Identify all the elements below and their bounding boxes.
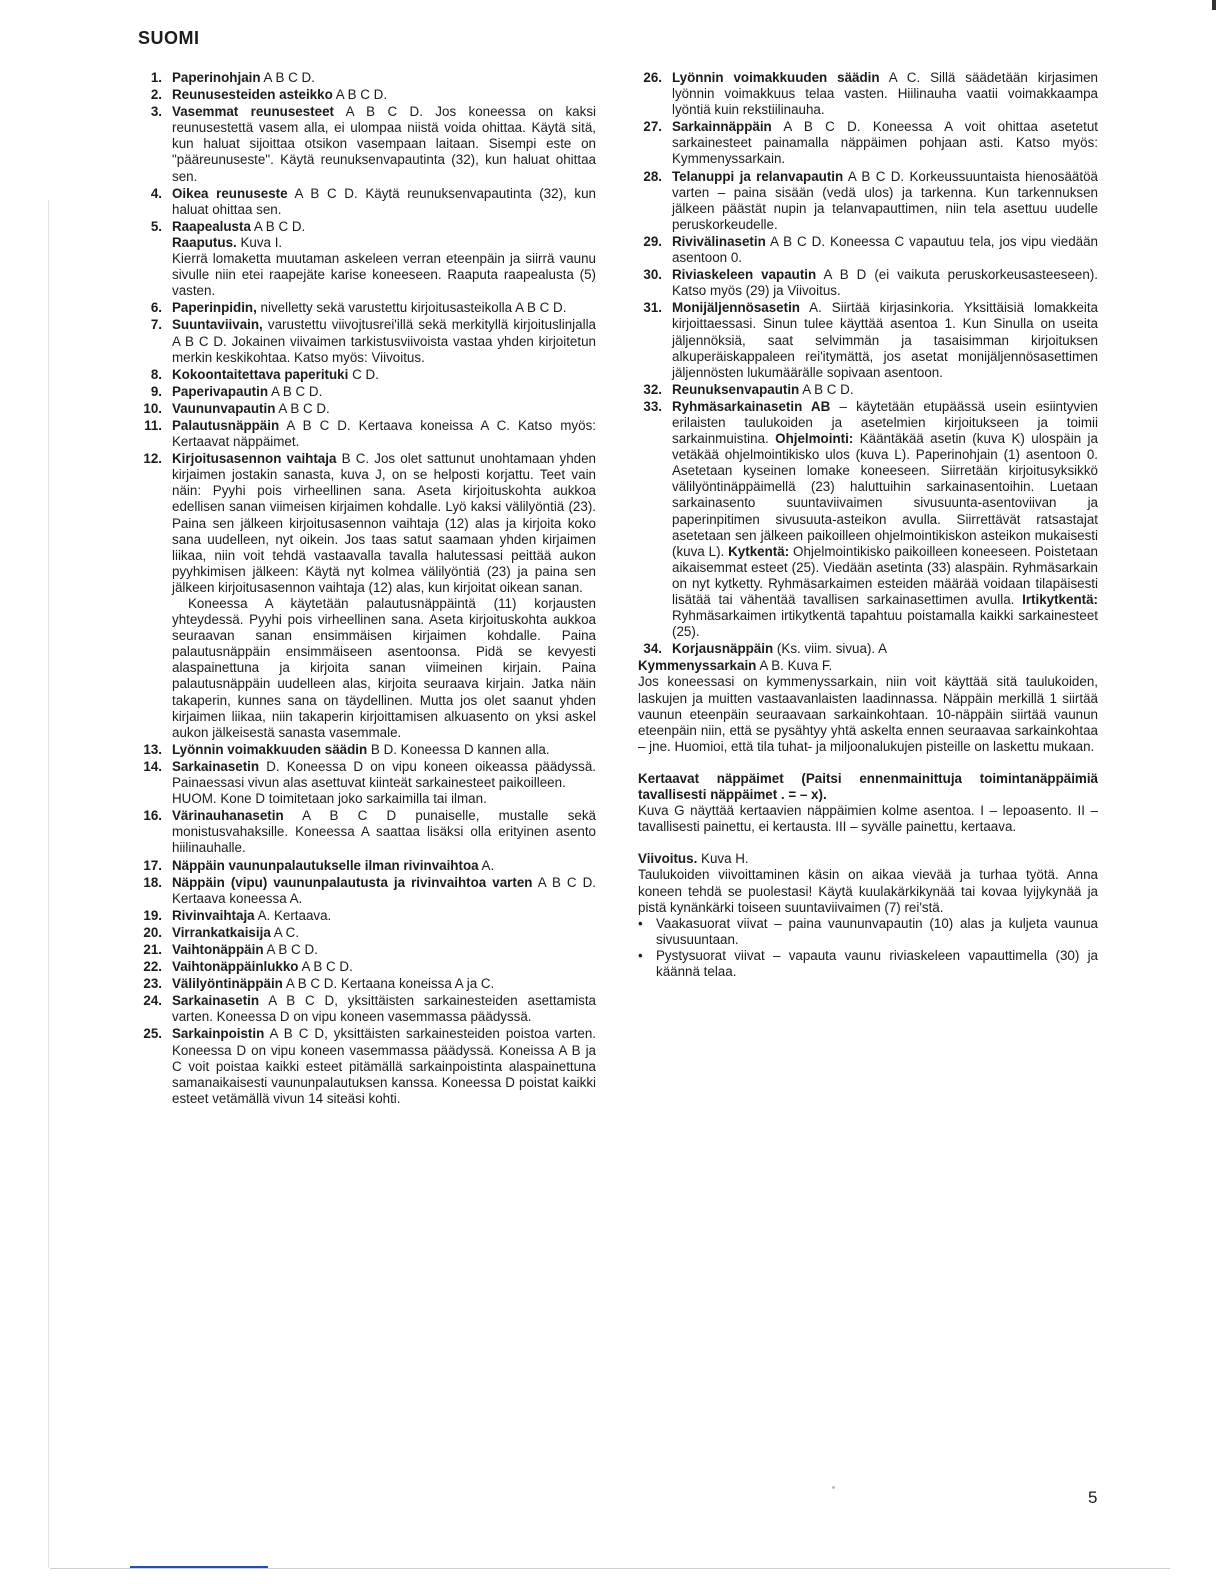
numbered-item bbox=[138, 858, 596, 874]
item-term: Virrankatkaisija bbox=[172, 924, 271, 940]
item-number: 27. bbox=[643, 119, 662, 135]
item-term: Oikea reunuseste bbox=[172, 185, 288, 201]
item-paragraph bbox=[172, 300, 596, 316]
item-term: Näppäin vaununpalautukselle ilman rivinvaihtoa bbox=[172, 857, 479, 873]
item-number: 33. bbox=[643, 398, 662, 414]
item-term: Näppäin (vipu) vaununpalautusta ja rivinvaihtoa varten bbox=[172, 874, 533, 890]
item-text: A. bbox=[478, 857, 495, 873]
item-text: A B C D. bbox=[298, 959, 353, 975]
scan-speck bbox=[832, 1486, 835, 1489]
item-term: Lyönnin voimakkuuden säädin bbox=[172, 741, 368, 757]
numbered-item bbox=[138, 384, 596, 400]
item-text: A B C D, yksittäisten sarkainesteiden poistoa varten. Koneessa D on vipu koneen vasemmassa päädyssä. Koneissa A B ja C voit poistaa kaikki esteet pitämällä sarkainpoistinta alaspainettuna samanaikaisesti vaununpalautuksen kanssa. Koneessa D poistat kaikki esteet vetämällä vivun 14 siteäsi kohti. bbox=[172, 1026, 596, 1106]
item-term: Lyönnin voimakkuuden säädin bbox=[672, 70, 880, 85]
numbered-item bbox=[138, 418, 596, 450]
numbered-item bbox=[138, 942, 596, 958]
item-paragraph bbox=[672, 641, 1098, 657]
page-number: 5 bbox=[1088, 1488, 1098, 1507]
item-text: A B C D. bbox=[250, 218, 306, 234]
kertaavat-title: Kertaavat näppäimet (Paitsi ennenmainittuja toimintanäppäimiä tavallisesti näppäimet . = – x). bbox=[638, 770, 1098, 803]
item-term: Sarkainasetin bbox=[172, 758, 260, 774]
viivoitus-bullet bbox=[638, 948, 1098, 980]
item-text: A B C D. bbox=[263, 941, 318, 957]
item-term: Vaununvapautin bbox=[172, 400, 276, 416]
numbered-item bbox=[638, 382, 1098, 398]
item-text: varustettu viivojtusrei'illä sekä merkityllä kirjoituslinjalla A B C D. Jokainen viivaimen tarkistusviivoista vastaa yhden kirjoitetun merkin keskikohtaa. Katso myös: Viivoitus. bbox=[172, 317, 596, 365]
item-term: Reunusesteiden asteikko bbox=[172, 87, 333, 103]
item-paragraph bbox=[172, 186, 596, 218]
item-term: Raaputus. bbox=[172, 234, 237, 250]
item-text: A B C D. Kertaana koneissa A ja C. bbox=[282, 976, 495, 992]
scan-bottom-mark bbox=[130, 1566, 268, 1568]
scan-side-edge bbox=[48, 200, 49, 1568]
viivoitus-body: Taulukoiden viivoittaminen käsin on aikaa vievää ja turhaa työtä. Anna koneen tehdä se puolestasi! Käytä kuulakärkikynää tai kovaa lyijykynää ja pistä kynänkärki toiseen suuntaviivaimen (7) rei'stä. bbox=[638, 867, 1098, 915]
item-number: 18. bbox=[143, 874, 162, 890]
item-paragraph bbox=[672, 70, 1098, 118]
item-paragraph bbox=[672, 382, 1098, 398]
item-paragraph bbox=[672, 267, 1098, 299]
item-text: Kuva I. bbox=[236, 234, 283, 250]
numbered-item bbox=[638, 267, 1098, 299]
item-term: Riviaskeleen vapautin bbox=[672, 267, 817, 283]
item-term: Kirjoitusasennon vaihtaja bbox=[172, 451, 337, 467]
item-text: – käytetään etupäässä usein esiintyvien erilaisten taulukoiden ja asetelmien kirjoitukseen ja toimii sarkainmuistina. bbox=[672, 398, 1098, 447]
item-paragraph bbox=[172, 959, 596, 975]
item-term: Korjausnäppäin bbox=[672, 641, 774, 657]
item-paragraph bbox=[172, 451, 596, 596]
numbered-item bbox=[638, 70, 1098, 118]
right-column bbox=[638, 70, 1098, 981]
item-number: 8. bbox=[150, 366, 162, 382]
item-number: 13. bbox=[143, 741, 162, 757]
item-paragraph bbox=[172, 993, 596, 1025]
kymmenyssarkain-title: Kymmenyssarkain bbox=[638, 658, 757, 674]
item-paragraph bbox=[172, 219, 596, 235]
item-term: Värinauhanasetin bbox=[172, 808, 284, 824]
item-term: Irtikytkentä: bbox=[1022, 592, 1098, 607]
item-number: 4. bbox=[150, 185, 162, 201]
item-paragraph bbox=[172, 742, 596, 758]
item-text: A B C D. Kertaava koneessa A. bbox=[172, 874, 597, 906]
item-number: 21. bbox=[143, 941, 162, 957]
item-paragraph bbox=[672, 300, 1098, 380]
item-paragraph bbox=[172, 418, 596, 450]
numbered-item bbox=[138, 808, 596, 856]
item-term: Vaihtonäppäinlukko bbox=[172, 959, 299, 975]
item-text: nivelletty sekä varustettu kirjoitusasteikolla A B C D. bbox=[256, 300, 567, 316]
item-paragraph bbox=[172, 759, 596, 791]
numbered-item bbox=[138, 300, 596, 316]
item-paragraph bbox=[172, 908, 596, 924]
item-term: Paperinohjain bbox=[172, 70, 261, 85]
item-term: Rivinvaihtaja bbox=[172, 907, 255, 923]
item-number: 22. bbox=[143, 959, 162, 975]
numbered-item bbox=[138, 908, 596, 924]
item-paragraph bbox=[172, 384, 596, 400]
item-text: Kääntäkää asetin (kuva K) ulospäin ja vetäkää ohjelmointikisko ulos (kuva L). Paperinohjain (1) asentoon 0. Asetetaan kyseinen lomake koneeseen. Siirretään kirjoitusyksikkö välilyöntinäppäimellä (23) haluttuihin sarkainasentoihin. Luetaan sarkainasento suuntaviivaimen sivusuunta-asentoviivan ja paperinpitimen sivusuuta-asteikon avulla. Siirrettävät ratsastajat asetetaan sen jälkeen paikoilleen ohjelmointikiskon asteikon mukaisesti (kuva L). bbox=[672, 431, 1098, 559]
numbered-item bbox=[138, 925, 596, 941]
item-text: A B C D. Käytä reunuksenvapautinta (32), kun haluat ohittaa sen. bbox=[172, 185, 596, 217]
viivoitus-section bbox=[638, 851, 1098, 980]
numbered-item bbox=[138, 976, 596, 992]
numbered-item bbox=[138, 401, 596, 417]
item-paragraph bbox=[172, 401, 596, 417]
numbered-item bbox=[138, 70, 596, 86]
item-term: Välilyöntinäppäin bbox=[172, 976, 283, 992]
item-paragraph bbox=[172, 87, 596, 103]
item-number: 12. bbox=[143, 451, 162, 467]
item-paragraph bbox=[672, 169, 1098, 233]
item-number: 14. bbox=[143, 758, 162, 774]
item-text: (Ks. viim. sivua). A bbox=[773, 641, 888, 657]
item-paragraph bbox=[172, 875, 596, 907]
item-paragraph bbox=[172, 925, 596, 941]
item-paragraph bbox=[172, 808, 596, 856]
scan-bottom-edge bbox=[50, 1568, 1170, 1569]
item-number: 23. bbox=[143, 976, 162, 992]
item-paragraph bbox=[172, 858, 596, 874]
item-text: HUOM. Kone D toimitetaan joko sarkaimilla tai ilman. bbox=[172, 791, 487, 807]
item-paragraph bbox=[672, 234, 1098, 266]
page-heading: SUOMI bbox=[138, 28, 200, 48]
item-term: Ryhmäsarkainasetin AB bbox=[672, 398, 831, 414]
item-paragraph bbox=[672, 119, 1098, 167]
item-number: 6. bbox=[150, 300, 162, 316]
item-text: D. Koneessa D on vipu koneen oikeassa päädyssä. Painaessasi vivun alas asettuvat kiinteät sarkainesteet paikoilleen. bbox=[172, 758, 596, 791]
item-paragraph bbox=[172, 367, 596, 383]
viivoitus-bullet-text: Pystysuorat viivat – vapauta vaunu riviaskeleen vapauttimella (30) ja käännä telaa. bbox=[656, 947, 1098, 979]
item-paragraph bbox=[172, 976, 596, 992]
item-number: 16. bbox=[143, 808, 162, 824]
item-text: A B C D. Jos koneessa on kaksi reunusestettä vasem alla, ei ulompaa niistä voida ohittaa. Käytä sitä, kun haluat sijoittaa otsikon vasempaan laitaan. Sisempi este on "pääreunuseste". Käytä reunuksenvapautinta (32), kun haluat ohittaa sen. bbox=[172, 104, 596, 184]
item-paragraph bbox=[172, 596, 596, 741]
item-text: C D. bbox=[348, 366, 379, 382]
item-number: 3. bbox=[150, 104, 162, 120]
item-text: A C. bbox=[270, 924, 300, 940]
item-number: 25. bbox=[143, 1026, 162, 1042]
item-paragraph bbox=[672, 399, 1098, 640]
item-term: Vaihtonäppäin bbox=[172, 941, 264, 957]
item-text: Ohjelmointikisko paikoilleen koneeseen. Poistetaan aikaisemmat esteet (25). Viedään asetinta (33) alaspäin. Ryhmäsarkain on nyt kytketty. Ryhmäsarkaimen esteiden määrää voidaan tilapäisesti lisätää tai vähentää tavallisen sarkainasettimen avulla. bbox=[672, 543, 1098, 607]
numbered-item bbox=[638, 399, 1098, 640]
item-number: 11. bbox=[144, 417, 162, 433]
item-text: A B C D. Kertaava koneissa A C. Katso myös: Kertaavat näppäimet. bbox=[172, 417, 596, 450]
numbered-item bbox=[638, 641, 1098, 657]
item-number: 9. bbox=[150, 383, 162, 399]
item-paragraph bbox=[172, 317, 596, 365]
item-number: 1. bbox=[150, 70, 162, 85]
item-term: Reunuksenvapautin bbox=[672, 381, 800, 397]
item-number: 17. bbox=[143, 857, 162, 873]
numbered-item bbox=[138, 451, 596, 741]
item-number: 10. bbox=[143, 400, 162, 416]
item-paragraph bbox=[172, 251, 596, 299]
numbered-item bbox=[638, 300, 1098, 380]
item-paragraph bbox=[172, 942, 596, 958]
item-paragraph bbox=[172, 104, 596, 184]
left-column bbox=[138, 70, 596, 1108]
numbered-item bbox=[638, 234, 1098, 266]
item-text: Kierrä lomaketta muutaman askeleen verran eteenpäin ja siirrä vaunu sivulle niin etei raapejäte karise koneeseen. Raaputa raapealusta (5) vasten. bbox=[172, 251, 596, 299]
item-text: A B C D. Koneessa A voit ohittaa asetetut sarkainesteet painamalla näppäimen pohjaan asti. Katso myös: Kymmenyssarkain. bbox=[672, 119, 1098, 167]
item-text: A B C D. bbox=[260, 70, 315, 85]
item-term: Monijäljennösasetin bbox=[672, 300, 800, 316]
numbered-item bbox=[138, 186, 596, 218]
right-item-list bbox=[638, 70, 1098, 657]
viivoitus-title-suffix: Kuva H. bbox=[697, 851, 749, 867]
item-text: A B C D. Koneessa C vapautuu tela, jos vipu viedään asentoon 0. bbox=[672, 233, 1098, 266]
numbered-item bbox=[138, 993, 596, 1025]
item-text: B D. Koneessa D kannen alla. bbox=[367, 741, 550, 757]
item-number: 34. bbox=[643, 641, 662, 657]
item-term: Kytkentä: bbox=[728, 543, 790, 559]
item-term: Rivivälinasetin bbox=[672, 233, 766, 249]
item-text: A B C D. bbox=[799, 381, 854, 397]
item-paragraph bbox=[172, 791, 596, 807]
item-paragraph bbox=[172, 1026, 596, 1106]
item-text: Koneessa A käytetään palautusnäppäintä (11) korjausten yhteydessä. Pyyhi pois virheellinen sana. Aseta kirjoituskohta aukkoa seuraavan sanan ensimmäisen kirjaimen kohdalle. Paina palautusnäppäin ensimmäiseen asentoonsa. Pidä se kevyesti alaspainettuna ja kirjoita sanan viimeinen kirjain. Paina palautusnäppäin uudelleen alas, kirjoita seuraava kirjain. Jatka näin takaperin, kunnes sana on täydellinen. Mutta jos olet saanut yhden kirjaimen liikaa, niin takaperin kirjoittamisen alkuasento on yksi askel aukon jälkeisestä sanasta vasemmale. bbox=[172, 596, 596, 740]
numbered-item bbox=[638, 169, 1098, 233]
viivoitus-bullet bbox=[638, 916, 1098, 948]
kertaavat-section bbox=[638, 771, 1098, 835]
kymmenyssarkain-section bbox=[638, 658, 1098, 755]
item-text: A B C D. bbox=[332, 87, 388, 103]
item-text: A B C D punaiselle, mustalle sekä monistusvahaksille. Koneessa A saattaa lisäksi olla erityinen asento hiilinauhalle. bbox=[172, 808, 596, 856]
item-number: 31. bbox=[643, 300, 662, 316]
item-number: 26. bbox=[643, 70, 662, 85]
item-paragraph bbox=[172, 235, 596, 251]
item-number: 30. bbox=[643, 267, 662, 283]
numbered-item bbox=[138, 959, 596, 975]
numbered-item bbox=[138, 367, 596, 383]
item-paragraph bbox=[172, 70, 596, 86]
numbered-item bbox=[638, 119, 1098, 167]
numbered-item bbox=[138, 742, 596, 758]
numbered-item bbox=[138, 87, 596, 103]
item-number: 24. bbox=[143, 993, 162, 1009]
item-number: 20. bbox=[143, 924, 162, 940]
item-term: Paperivapautin bbox=[172, 383, 268, 399]
viivoitus-bullet-text: Vaakasuorat viivat – paina vaununvapautin (10) alas ja kuljeta vaunua sivusuuntaan. bbox=[656, 915, 1098, 947]
item-term: Telanuppi ja relanvapautin bbox=[672, 168, 844, 184]
numbered-item bbox=[138, 219, 596, 299]
item-term: Kokoontaitettava paperituki bbox=[172, 366, 349, 382]
item-number: 19. bbox=[143, 907, 162, 923]
item-term: Ohjelmointi: bbox=[775, 431, 854, 447]
item-number: 7. bbox=[150, 317, 162, 333]
item-term: Raapealusta bbox=[172, 218, 251, 234]
item-term: Sarkainpoistin bbox=[172, 1026, 265, 1042]
item-term: Vasemmat reunusesteet bbox=[172, 104, 334, 120]
item-term: Sarkainasetin bbox=[172, 993, 260, 1009]
item-number: 28. bbox=[643, 168, 662, 184]
item-term: Sarkainnäppäin bbox=[672, 119, 772, 135]
item-term: Palautusnäppäin bbox=[172, 417, 280, 433]
numbered-item bbox=[138, 104, 596, 184]
item-text: A B C D. bbox=[275, 400, 330, 416]
bullet-icon: • bbox=[638, 915, 643, 931]
item-text: A B C D. bbox=[268, 383, 323, 399]
numbered-item bbox=[138, 759, 596, 807]
item-text: A. Kertaava. bbox=[254, 907, 332, 923]
viivoitus-title: Viivoitus. bbox=[638, 851, 698, 867]
kertaavat-body: Kuva G näyttää kertaavien näppäimien kolme asentoa. I – lepoasento. II – tavallisesti painettu, ei kertausta. III – syvälle painettu, kertaava. bbox=[638, 803, 1098, 835]
item-number: 32. bbox=[643, 381, 662, 397]
item-number: 29. bbox=[643, 233, 662, 249]
item-number: 5. bbox=[150, 218, 162, 234]
item-term: Paperinpidin, bbox=[172, 300, 257, 316]
kymmenyssarkain-title-suffix: A B. Kuva F. bbox=[756, 658, 833, 674]
bullet-icon: • bbox=[638, 947, 643, 963]
numbered-item bbox=[138, 1026, 596, 1106]
item-text: A C. Sillä säädetään kirjasimen lyönnin voimakkuus telaa vasten. Hiilinauha vaatii voimakkaampa lyöntiä kuin rekstiilinauha. bbox=[672, 70, 1098, 118]
item-text: A B C D. Korkeussuuntaista hienosäätöä varten – paina sisään (vedä ulos) ja tarkenna. Kun tarkennuksen jälkeen päästät nupin ja telanvapauttimen, niin tela asettuu uudelle peruskorkeudelle. bbox=[672, 168, 1098, 232]
item-text: B C. Jos olet sattunut unohtamaan yhden kirjaimen jostakin sanasta, kuva J, on se helposti korjattu. Teet vain näin: Pyyhi pois virheellinen sana. Aseta kirjoituskohta aukkoa edellisen sanan viimeisen kirjaimen kohdalle. Lyö kaksi välilyöntiä (23). Paina sen jälkeen kirjoitusasennon vaihtaja (12) alas ja kirjoita koko sana uudelleen, nyt oikein. Jos taas satut saamaan yhden kirjaimen liikaa, niin voit tehdä vastaavalla tavalla halutessasi peittää aukon pyyhkimisen jälkeen: Käytä nyt kolmea välilyöntiä (23) ja paina sen jälkeen kirjoitusasennon vaihtaja (12) alas, kun kirjoitat oikean sanan. bbox=[172, 451, 596, 595]
kymmenyssarkain-body: Jos koneessasi on kymmenyssarkain, niin voit käyttää sitä taulukoiden, laskujen ja muitten vastaavanlaisten laadinnassa. Näppäin merkillä 1 siirtää vaunun eteenpäin seuraavaan sarkainkohtaan. 10-näppäin siirtää vaunun eteenpäin niin, että se pysähtyy yhtä askelta ennen seuraavaa sarkainkohtaa – jne. Huomioi, että tila tuhat- ja miljoonalukujen pisteille on laskettu mukaan. bbox=[638, 674, 1098, 754]
item-text: A B C D, yksittäisten sarkainesteiden asettamista varten. Koneessa D on vipu koneen vasemmassa päädyssä. bbox=[172, 993, 596, 1025]
item-text: Ryhmäsarkaimen irtikytkentä tapahtuu poistamalla kaikki sarkainesteet (25). bbox=[672, 608, 1098, 640]
item-text: A. Siirtää kirjasinkoria. Yksittäisiä lomakkeita kirjoittaessasi. Sinun tulee käyttää asentoa 1. Kun Sinulla on useita jäljennöksiä, saat selvimmän ja tasaisimman kirjoituksen alkuperäiskappaleen rei'itymättä, jos asetat monijäljennösasettimen jäljennösten lukumäärälle sopivaan asentoon. bbox=[672, 300, 1098, 380]
item-term: Suuntaviivain, bbox=[172, 317, 263, 333]
scan-edge-mark bbox=[1212, 0, 1216, 10]
item-number: 2. bbox=[150, 87, 162, 103]
numbered-item bbox=[138, 875, 596, 907]
item-text: A B D (ei vaikuta peruskorkeusasteeseen). Katso myös (29) ja Viivoitus. bbox=[672, 267, 1099, 299]
numbered-item bbox=[138, 317, 596, 365]
